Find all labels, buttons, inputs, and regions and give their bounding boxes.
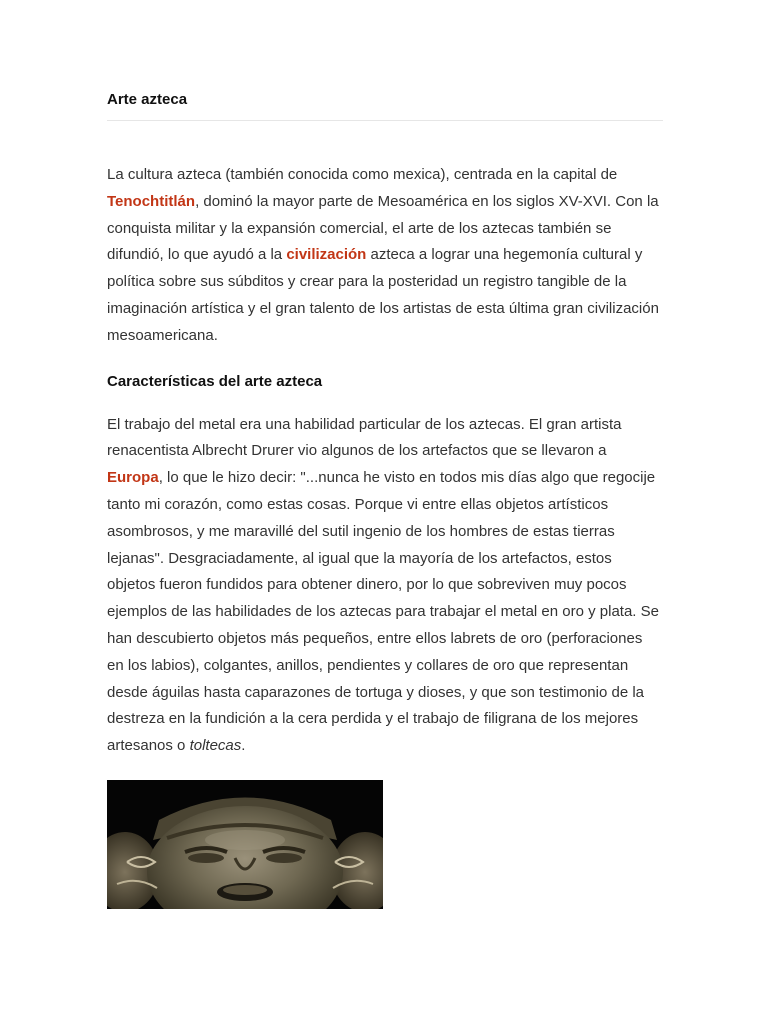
body-text-3: .: [241, 737, 246, 755]
body-text-1: El trabajo del metal era una habilidad particular de los aztecas. El gran artista renacentista Albrecht Drurer vio algunos de los artefactos que se llevaron a: [107, 415, 622, 460]
intro-text-3: azteca a lograr una hegemonía cultural y política sobre sus súbditos y crear para la posteridad un registro tangible de la imaginación artística y el gran talento de los artistas de esta última gran civilización mesoamericana.: [107, 246, 659, 344]
body-text-2: , lo que le hizo decir: "...nunca he visto en todos mis días algo que regocije tanto mi corazón, como estas cosas. Porque vi entre ellas objetos artísticos asombrosos, y me maravillé del sutil ingenio de los hombres de estas tierras lejanas". Desgraciadamente, al igual que la mayoría de los artefactos, estos objetos fueron fundidos para obtener dinero, por lo que sobreviven muy pocos ejemplos de las habilidades de los aztecas para trabajar el metal en oro y plata. Se han descubierto objetos más pequeños, entre ellos labrets de oro (perforaciones en los labios), colgantes, anillos, pendientes y collares de oro que representan desde águilas hasta caparazones de tortuga y dioses, y que son testimonio de la destreza en la fundición a la cera perdida y el trabajo de filigrana de los mejores artesanos o: [107, 469, 659, 755]
article: [107, 88, 663, 909]
body-paragraph: [107, 412, 663, 760]
stone-sculpture-face-icon: [107, 780, 383, 909]
section-heading: Características del arte azteca: [107, 372, 323, 390]
link-europa[interactable]: Europa: [107, 469, 159, 487]
body-text-italic: toltecas: [189, 737, 242, 755]
sculpture-image: [107, 780, 383, 909]
intro-text-2: , dominó la mayor parte de Mesoamérica en los siglos XV-XVI. Con la conquista militar y la expansión comercial, el arte de los aztecas también se difundió, lo que ayudó a la: [107, 192, 659, 264]
intro-paragraph: [107, 162, 663, 350]
article-title: Arte azteca: [107, 91, 188, 108]
link-tenochtitlan[interactable]: Tenochtitlán: [107, 192, 196, 210]
title-divider: [107, 120, 663, 121]
link-civilizacion[interactable]: civilización: [286, 246, 367, 264]
intro-text-1: La cultura azteca (también conocida como mexica), centrada en la capital de: [107, 166, 618, 183]
